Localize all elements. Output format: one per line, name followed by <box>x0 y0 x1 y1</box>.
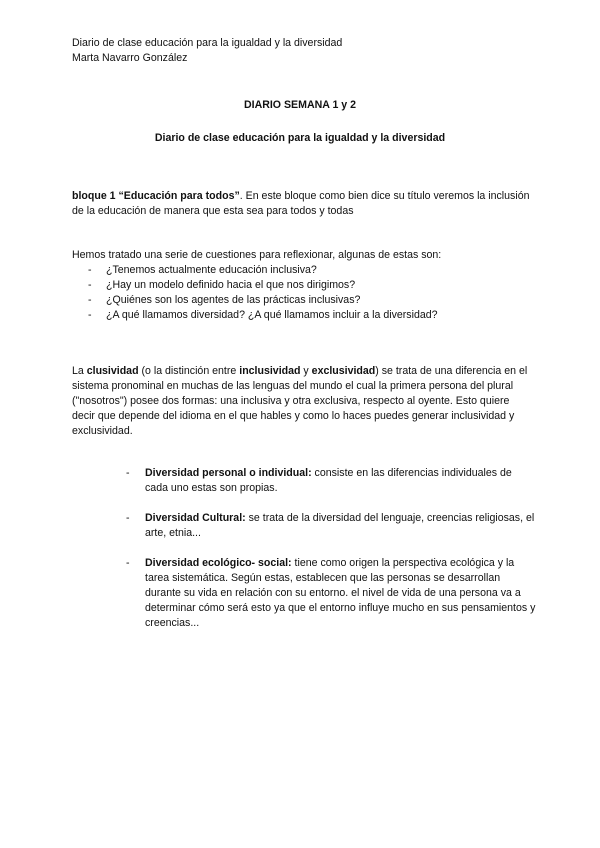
list-item <box>126 511 536 541</box>
clus-term-inclusividad: inclusividad <box>239 365 301 377</box>
type-text: tiene como origen la perspectiva ecológica y la tarea sistemática. Según estas, establecen que las personas se desarrollan durante su vida en relación con su entorno. el nivel de vida de una persona va a determinar cómo será esto ya que el entorno influye mucho en sus pensamientos y creencias... <box>145 557 536 629</box>
list-item-text: ¿Quiénes son los agentes de las prácticas inclusivas? <box>106 294 361 306</box>
clus-term-exclusividad: exclusividad <box>311 365 376 377</box>
list-item <box>72 308 532 323</box>
type-title: Diversidad ecológico- social: <box>145 557 292 569</box>
questions-lead: Hemos tratado una serie de cuestiones para reflexionar, algunas de estas son: <box>72 249 442 261</box>
clus-text-1: La <box>72 365 87 377</box>
list-bullet: - <box>126 467 130 479</box>
list-item <box>126 466 536 496</box>
intro-paragraph <box>72 189 532 219</box>
clus-text-3: y <box>300 365 312 377</box>
list-item <box>72 293 532 308</box>
list-item-text: ¿A qué llamamos diversidad? ¿A qué llamamos incluir a la diversidad? <box>106 309 438 321</box>
header-course-title: Diario de clase educación para la igualdad y la diversidad <box>72 37 343 49</box>
clus-text-4: ) se trata de una diferencia en el sistema pronominal en muchas de las lenguas del mundo el cual la primera persona del plural ("nosotros") posee dos formas: una inclusiva y otra exclusiva, respecto al oyente. Esto quiere decir que depende del idioma en el que hables y como lo haces puedes generar inclusividad y exclusividad. <box>72 365 528 437</box>
type-text: consiste en las diferencias individuales de cada uno estas son propias. <box>145 467 512 494</box>
clus-text-2: (o la distinción entre <box>138 365 240 377</box>
clus-term-clusividad: clusividad <box>86 365 139 377</box>
page-header <box>72 36 342 66</box>
diversity-types-list <box>126 466 536 646</box>
list-bullet: - <box>88 309 92 321</box>
intro-block-name: bloque 1 “Educación para todos” <box>72 190 240 202</box>
list-item <box>126 556 536 631</box>
list-bullet: - <box>88 279 92 291</box>
header-author: Marta Navarro González <box>72 52 188 64</box>
list-bullet: - <box>126 557 130 569</box>
clusividad-paragraph <box>72 364 534 439</box>
questions-section <box>72 248 532 323</box>
type-title: Diversidad Cultural: <box>145 512 246 524</box>
document-title: DIARIO SEMANA 1 y 2 <box>243 99 357 111</box>
list-item <box>72 278 532 293</box>
questions-list <box>72 263 532 323</box>
type-title: Diversidad personal o individual: <box>145 467 312 479</box>
list-bullet: - <box>126 512 130 524</box>
list-bullet: - <box>88 294 92 306</box>
list-bullet: - <box>88 264 92 276</box>
type-text: se trata de la diversidad del lenguaje, creencias religiosas, el arte, etnia... <box>145 512 535 539</box>
list-item <box>72 263 532 278</box>
document-subtitle: Diario de clase educación para la igualdad y la diversidad <box>154 132 446 144</box>
intro-text: . En este bloque como bien dice su título veremos la inclusión de la educación de manera que esta sea para todos y todas <box>72 190 530 217</box>
list-item-text: ¿Tenemos actualmente educación inclusiva? <box>106 264 317 276</box>
list-item-text: ¿Hay un modelo definido hacia el que nos dirigimos? <box>106 279 356 291</box>
